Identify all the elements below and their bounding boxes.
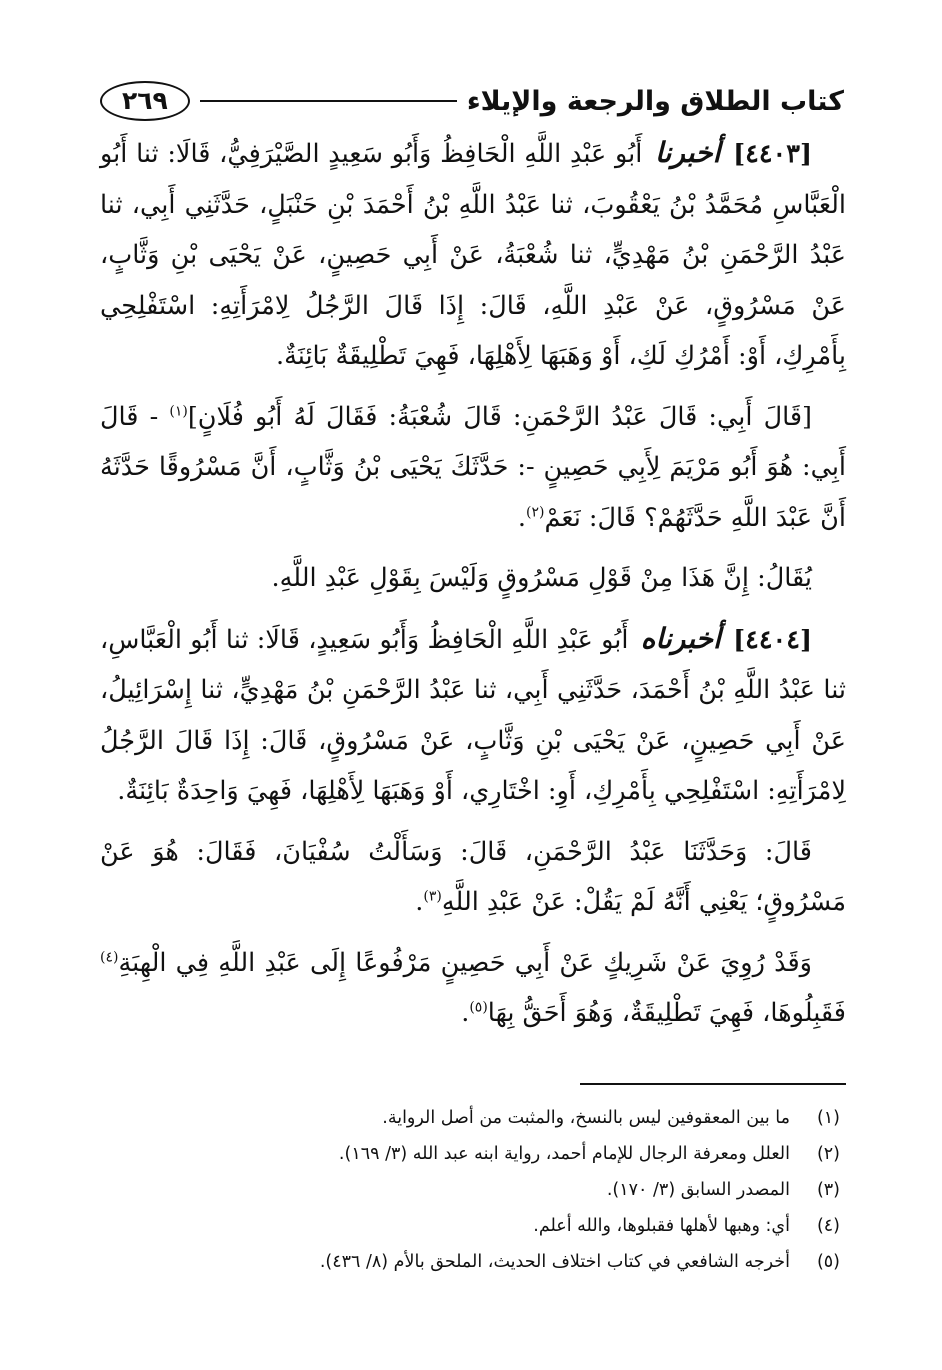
paragraph-text: فَقَبِلُوهَا، فَهِيَ تَطْلِيقَةٌ، وَهُوَ أَحَقُّ بِهَا <box>487 998 846 1028</box>
paragraph-text: وَقَدْ رُوِيَ عَنْ شَرِيكٍ عَنْ أَبِي حَصِينٍ مَرْفُوعًا إِلَى عَبْدِ اللَّهِ فِي الْهِبَةِ <box>118 947 812 978</box>
footnote-text: أخرجه الشافعي في كتاب اختلاف الحديث، الملحق بالأم (٨/ ٤٣٦). <box>319 1252 790 1272</box>
footnote-item <box>100 1172 846 1208</box>
footnote-text: العلل ومعرفة الرجال للإمام أحمد، رواية ابنه عبد الله (٣/ ١٦٩). <box>338 1144 790 1164</box>
footnote-marker[interactable]: (٥) <box>469 999 488 1016</box>
header-title: كتاب الطلاق والرجعة والإيلاء <box>466 85 844 117</box>
footnote-item <box>100 1208 846 1244</box>
paragraph-hadith-4403 <box>100 128 846 382</box>
footnote-separator <box>580 1083 846 1085</box>
paragraph-abi-said <box>100 392 846 544</box>
paragraph-text: [قَالَ أَبِي: قَالَ عَبْدُ الرَّحْمَنِ: قَالَ شُعْبَةُ: فَقَالَ لَهُ أَبُو فُلَانٍ] <box>187 401 812 432</box>
footnote-marker[interactable]: (١) <box>169 403 188 419</box>
paragraph-hadith-4404 <box>100 614 846 817</box>
footnote-number: (٥) <box>816 1252 840 1272</box>
paragraph-end: . <box>415 887 424 917</box>
footnote-marker[interactable]: (٢) <box>525 504 545 520</box>
page-header <box>100 78 844 124</box>
footnote-number: (١) <box>816 1108 840 1128</box>
paragraph-text: قَالَ: وَحَدَّثَنَا عَبْدُ الرَّحْمَنِ، قَالَ: وَسَأَلْتُ سُفْيَانَ، فَقَالَ: هُوَ عَنْ مَسْرُوقٍ؛ يَعْنِي أَنَّهُ لَمْ يَقُلْ: عَنْ عَبْدِ اللَّهِ <box>100 836 846 917</box>
footnote-item <box>100 1244 846 1280</box>
footnote-text: المصدر السابق (٣/ ١٧٠). <box>606 1180 790 1200</box>
hadith-number: [٤٤٠٤] <box>733 624 813 655</box>
paragraph-text: أَبُو عَبْدِ اللَّهِ الْحَافِظُ وَأَبُو سَعِيدٍ الصَّيْرَفِيُّ، قَالَا: ثنا أَبُو الْعَبَّاسِ مُحَمَّدُ بْنُ يَعْقُوبَ، ثنا عَبْدُ اللَّهِ بْنُ أَحْمَدَ بْنِ حَنْبَلٍ، حَدَّثَنِي أَبِي، ثنا عَبْدُ الرَّحْمَنِ بْنُ مَهْدِيٍّ، ثنا شُعْبَةُ، عَنْ أَبِي حَصِينٍ، عَنْ يَحْيَى بْنِ وَثَّابٍ، عَنْ مَسْرُوقٍ، عَنْ عَبْدِ اللَّهِ، قَالَ: إِذَا قَالَ الرَّجُلُ لِامْرَأَتِهِ: اسْتَفْلِحِي بِأَمْرِكِ، أَوْ: أَمْرُكِ لَكِ، أَوْ وَهَبَهَا لِأَهْلِهَا، فَهِيَ تَطْلِيقَةٌ بَائِنَةٌ. <box>100 139 846 371</box>
footnote-number: (٣) <box>816 1180 840 1200</box>
footnote-number: (٢) <box>816 1144 840 1164</box>
page-number: ٢٦٩ <box>100 81 190 121</box>
hadith-keyword: أخبرناه <box>640 621 721 655</box>
main-text <box>100 128 846 1049</box>
footnote-number: (٤) <box>816 1216 840 1236</box>
paragraph-end: . <box>461 998 470 1028</box>
paragraph-sufyan <box>100 827 846 928</box>
footnote-text: ما بين المعقوفين ليس بالنسخ، والمثبت من أصل الرواية. <box>382 1108 790 1128</box>
footnote-marker[interactable]: (٣) <box>423 888 442 905</box>
footnote-item <box>100 1136 846 1172</box>
paragraph-text: - قَالَ أَبِي: هُوَ أَبُو مَرْيَمَ لِأَبِي حَصِينٍ -: حَدَّثَكَ يَحْيَى بْنُ وَثَّابٍ، أَنَّ مَسْرُوقًا حَدَّثَهُ أَنَّ عَبْدَ اللَّهِ حَدَّثَهُمْ؟ قَالَ: نَعَمْ <box>100 401 846 533</box>
hadith-number: [٤٤٠٣] <box>733 139 813 169</box>
footnote-marker[interactable]: (٤) <box>100 949 119 965</box>
paragraph-text: أَبُو عَبْدِ اللَّهِ الْحَافِظُ وَأَبُو سَعِيدٍ، قَالَا: ثنا أَبُو الْعَبَّاسِ، ثنا عَبْدُ اللَّهِ بْنُ أَحْمَدَ، حَدَّثَنِي أَبِي، ثنا عَبْدُ الرَّحْمَنِ بْنُ مَهْدِيٍّ، ثنا إِسْرَائِيلُ، عَنْ أَبِي حَصِينٍ، عَنْ يَحْيَى بْنِ وَثَّابٍ، عَنْ مَسْرُوقٍ، قَالَ: إِذَا قَالَ الرَّجُلُ لِامْرَأَتِهِ: اسْتَفْلِحِي بِأَمْرِكِ، أَوِ: اخْتَارِي، أَوْ وَهَبَهَا لِأَهْلِهَا، فَهِيَ وَاحِدَةٌ بَائِنَةٌ. <box>100 624 846 806</box>
paragraph-yuqal <box>100 553 846 604</box>
hadith-keyword: أخبرنا <box>655 136 721 169</box>
footnotes-section <box>100 1100 846 1280</box>
paragraph-end: . <box>517 502 526 533</box>
paragraph-sharik <box>100 938 846 1039</box>
footnote-item <box>100 1100 846 1136</box>
paragraph-text: يُقَالُ: إِنَّ هَذَا مِنْ قَوْلِ مَسْرُوقٍ وَلَيْسَ بِقَوْلِ عَبْدِ اللَّهِ. <box>271 563 812 593</box>
footnote-text: أي: وهبها لأهلها فقبلوها، والله أعلم. <box>533 1216 790 1236</box>
header-rule <box>200 100 457 102</box>
